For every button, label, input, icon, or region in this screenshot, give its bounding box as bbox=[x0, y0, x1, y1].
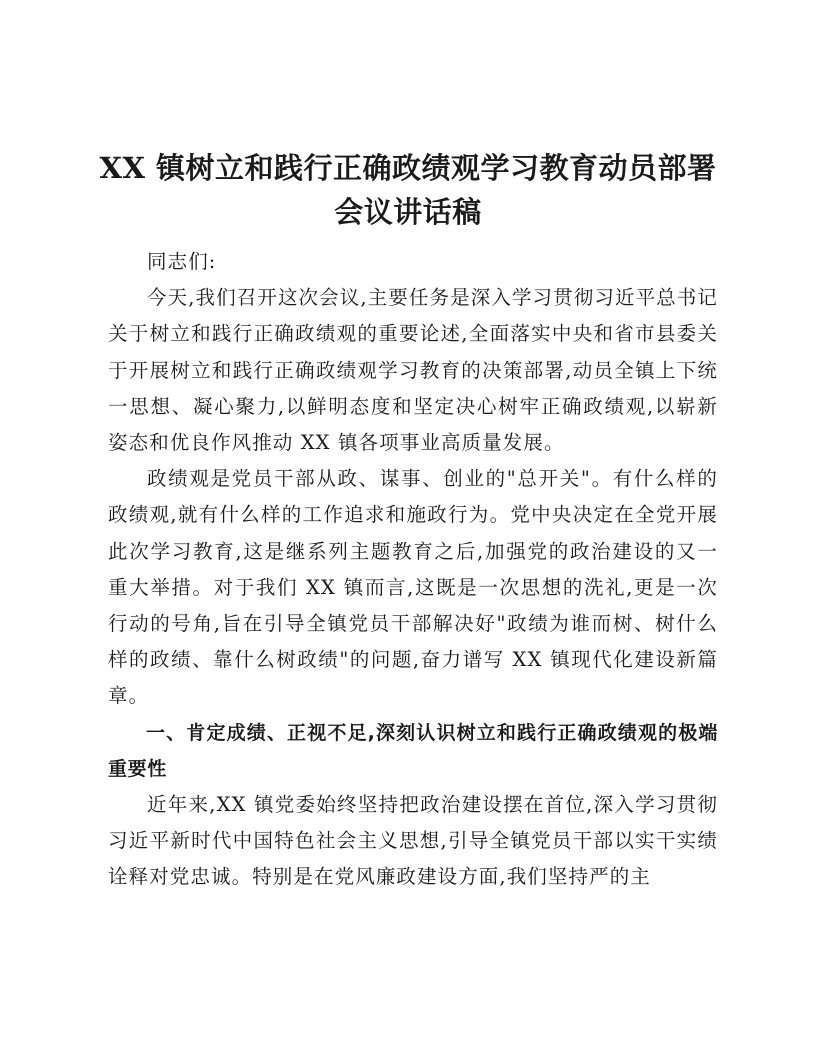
title-line-1: XX 镇树立和践行正确政绩观学习教育动员部署 bbox=[99, 151, 717, 185]
paragraph-significance: 政绩观是党员干部从政、谋事、创业的"总开关"。有什么样的政绩观,就有什么样的工作追求和施政行为。党中央决定在全党开展此次学习教育,这是继系列主题教育之后,加强党的政治建设的又一重大举措。对于我们 XX 镇而言,这既是一次思想的洗礼,更是一次行动的号角,旨在引导全镇党员干部解决好"政绩为谁而树、树什么样的政绩、靠什么树政绩"的问题,奋力谱写 XX 镇现代化建设新篇章。 bbox=[108, 467, 718, 708]
salutation: 同志们: bbox=[147, 250, 217, 273]
section-1-paragraph: 近年来,XX 镇党委始终坚持把政治建设摆在首位,深入学习贯彻习近平新时代中国特色社会主义思想,引导全镇党员干部以实干实绩诠释对党忠诚。特别是在党风廉政建设方面,我们坚持严的主 bbox=[108, 793, 718, 889]
document-title bbox=[90, 146, 726, 234]
section-1-heading: 一、肯定成绩、正视不足,深刻认识树立和践行正确政绩观的极端重要性 bbox=[108, 721, 718, 780]
title-line-2: 会议讲话稿 bbox=[334, 195, 482, 229]
paragraph-intro: 今天,我们召开这次会议,主要任务是深入学习贯彻习近平总书记关于树立和践行正确政绩观的重要论述,全面落实中央和省市县委关于开展树立和践行正确政绩观学习教育的决策部署,动员全镇上下统一思想、凝心聚力,以鲜明态度和坚定决心树牢正确政绩观,以崭新姿态和优良作风推动 XX 镇各项事业高质量发展。 bbox=[108, 286, 718, 455]
document-body bbox=[108, 244, 718, 896]
